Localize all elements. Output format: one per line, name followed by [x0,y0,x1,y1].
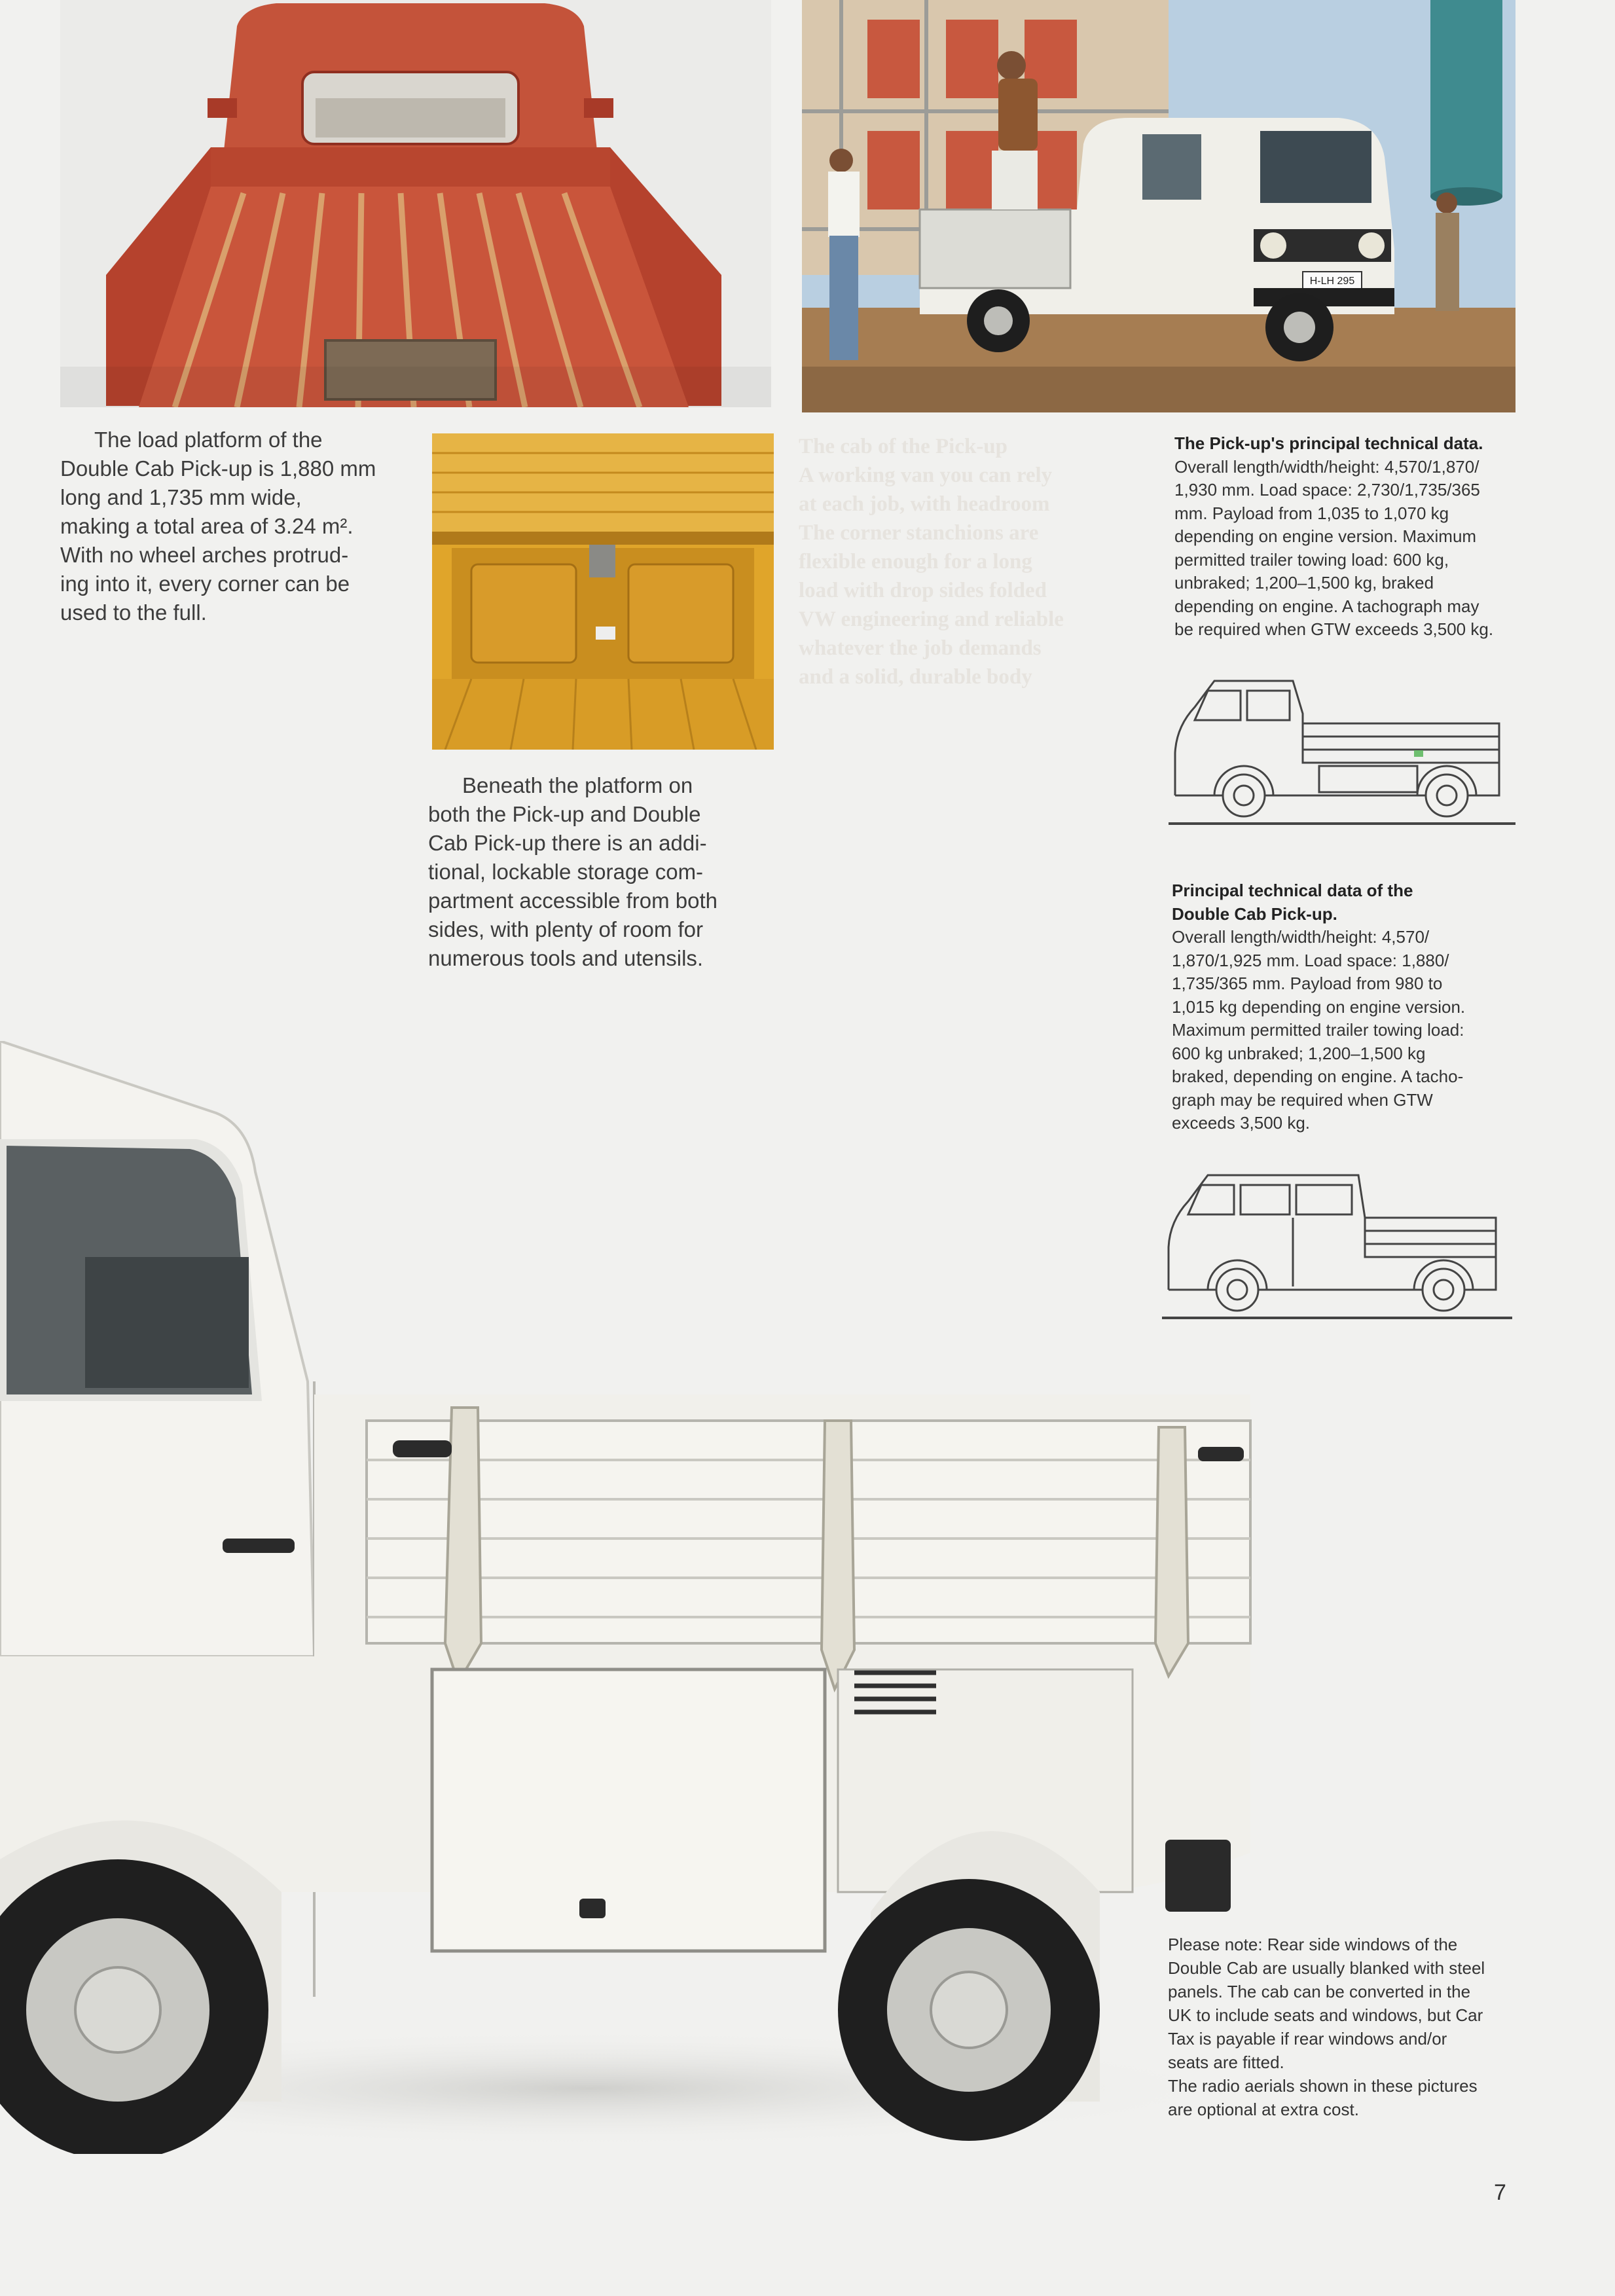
show-through-line: VW engineering and reliable [799,608,1064,631]
please-note-block [1168,1933,1534,2121]
show-through-line: load with drop sides folded [799,579,1047,602]
spec-line: 1,870/1,925 mm. Load space: 1,880/ [1172,950,1449,970]
caption-line: Beneath the platform on [462,773,693,797]
caption-line: numerous tools and utensils. [428,946,704,970]
show-through-line: A working van you can rely [799,464,1053,487]
spec-line: permitted trailer towing load: 600 kg, [1174,549,1449,570]
caption-line: used to the full. [60,600,207,625]
load-platform-caption [60,426,414,627]
show-through-text [799,432,1165,691]
double-cab-van-photo [0,1041,1283,2154]
double-cab-spec-heading: Principal technical data of the [1172,881,1413,900]
caption-line: The load platform of the [94,428,323,452]
caption-line: ing into it, every corner can be [60,572,350,596]
spec-line: mm. Payload from 1,035 to 1,070 kg [1174,503,1449,523]
caption-line: making a total area of 3.24 m². [60,514,354,538]
load-platform-photo [60,0,771,407]
caption-line: Double Cab Pick-up is 1,880 mm [60,456,376,481]
caption-line: tional, lockable storage com- [428,860,704,884]
show-through-line: The cab of the Pick-up [799,435,1008,458]
storage-caption [428,771,782,973]
spec-line: 600 kg unbraked; 1,200–1,500 kg [1172,1043,1426,1063]
pickup-side-drawing [1169,674,1515,831]
pickup-spec-heading: The Pick-up's principal technical data. [1174,433,1483,453]
show-through-line: The corner stanchions are [799,521,1039,545]
note-line: Please note: Rear side windows of the [1168,1935,1458,1954]
page-number: 7 [1494,2180,1506,2205]
note-line: The radio aerials shown in these pictures [1168,2076,1478,2096]
note-line: are optional at extra cost. [1168,2100,1359,2119]
spec-line: braked, depending on engine. A tacho- [1172,1066,1464,1086]
spec-line: be required when GTW exceeds 3,500 kg. [1174,619,1494,639]
spec-line: Maximum permitted trailer towing load: [1172,1020,1464,1040]
caption-line: Cab Pick-up there is an addi- [428,831,707,855]
spec-line: depending on engine. A tachograph may [1174,596,1479,616]
caption-line: long and 1,735 mm wide, [60,485,302,509]
pickup-spec-block [1174,432,1528,642]
show-through-line: whatever the job demands [799,636,1042,660]
construction-site-photo [802,0,1515,412]
note-line: Tax is payable if rear windows and/or [1168,2029,1447,2049]
spec-line: 1,735/365 mm. Payload from 980 to [1172,974,1443,993]
svg-text:H-LH 295: H-LH 295 [1309,276,1355,287]
spec-line: 1,930 mm. Load space: 2,730/1,735/365 [1174,480,1480,500]
note-line: UK to include seats and windows, but Car [1168,2005,1483,2025]
spec-line: 1,015 kg depending on engine version. [1172,996,1466,1017]
note-line: panels. The cab can be converted in the [1168,1982,1471,2001]
spec-line: unbraked; 1,200–1,500 kg, braked [1174,573,1434,592]
spec-line: Overall length/width/height: 4,570/1,870/ [1174,456,1479,477]
caption-line: sides, with plenty of room for [428,917,704,941]
storage-compartment-photo [432,433,774,750]
caption-line: both the Pick-up and Double [428,802,701,826]
show-through-line: at each job, with headroom [799,492,1050,516]
caption-line: partment accessible from both [428,888,718,913]
show-through-line: and a solid, durable body [799,665,1032,689]
spec-line: exceeds 3,500 kg. [1172,1113,1311,1133]
spec-line: depending on engine version. Maximum [1174,526,1477,546]
note-line: seats are fitted. [1168,2052,1284,2072]
note-line: Double Cab are usually blanked with steel [1168,1958,1485,1978]
show-through-line: flexible enough for a long [799,550,1032,574]
spec-line: Overall length/width/height: 4,570/ [1172,927,1430,947]
spec-line: graph may be required when GTW [1172,1089,1433,1110]
double-cab-spec-heading: Double Cab Pick-up. [1172,903,1337,924]
caption-line: With no wheel arches protrud- [60,543,349,567]
